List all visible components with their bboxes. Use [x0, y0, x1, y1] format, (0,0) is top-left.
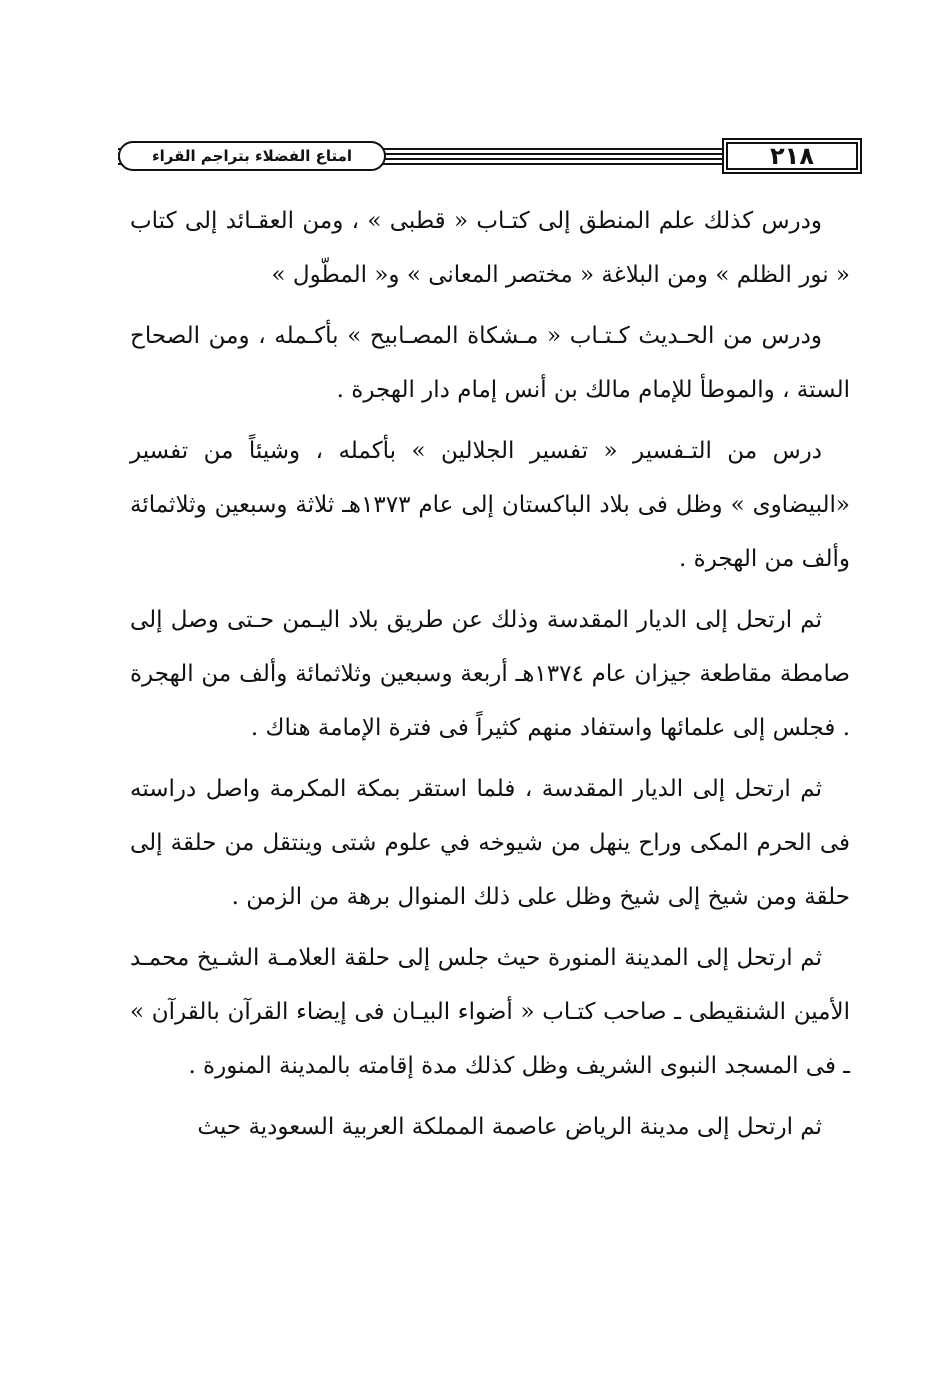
paragraph: ودرس من الحـديث كـتـاب « مـشكاة المصـابيح » بأكـمله ، ومن الصحاح الستة ، والموطأ للإمام مالك بن أنس إمام دار الهجرة .	[130, 323, 850, 403]
paragraph: ثم ارتحل إلى الديار المقدسة وذلك عن طريق بلاد اليـمن حـتى وصل إلى صامطة مقاطعة جيزان عام ١٣٧٤هـ أربعة وسبعين وثلاثمائة وألف من الهجرة . فجلس إلى علمائها واستفاد منهم كثيراً فى فترة الإمامة هناك .	[130, 607, 850, 741]
book-title: امتاع الفضلاء بتراجم القراء	[118, 141, 386, 171]
paragraph: ثم ارتحل إلى الديار المقدسة ، فلما استقر بمكة المكرمة واصل دراسته فى الحرم المكى وراح ينهل من شيوخه في علوم شتى وينتقل من حلقة إلى حلقة ومن شيخ إلى شيخ وظل على ذلك المنوال برهة من الزمن .	[130, 776, 850, 910]
page-number: ٢١٨	[722, 138, 862, 174]
paragraph: درس من التـفسير « تفسير الجلالين » بأكمله ، وشيئاً من تفسير «البيضاوى » وظل فى بلاد الباكستان إلى عام ١٣٧٣هـ ثلاثة وسبعين وثلاثمائة وألف من الهجرة .	[130, 438, 850, 572]
paragraph: ثم ارتحل إلى المدينة المنورة حيث جلس إلى حلقة العلامـة الشـيخ محمـد الأمين الشنقيطى ـ صاحب كتـاب « أضواء البيـان فى إيضاء القرآن بالقرآن » ـ فى المسجد النبوى الشريف وظل كذلك مدة إقامته بالمدينة المنورة .	[130, 945, 850, 1079]
paragraph: ثم ارتحل إلى مدينة الرياض عاصمة المملكة العربية السعودية حيث	[197, 1114, 822, 1140]
paragraph: ودرس كذلك علم المنطق إلى كتـاب « قطبى » ، ومن العقـائد إلى كتاب « نور الظلم » ومن البلاغة « مختصر المعانى » و« المطّول »	[130, 208, 850, 288]
page-body	[130, 194, 850, 1161]
page-header	[118, 138, 853, 180]
